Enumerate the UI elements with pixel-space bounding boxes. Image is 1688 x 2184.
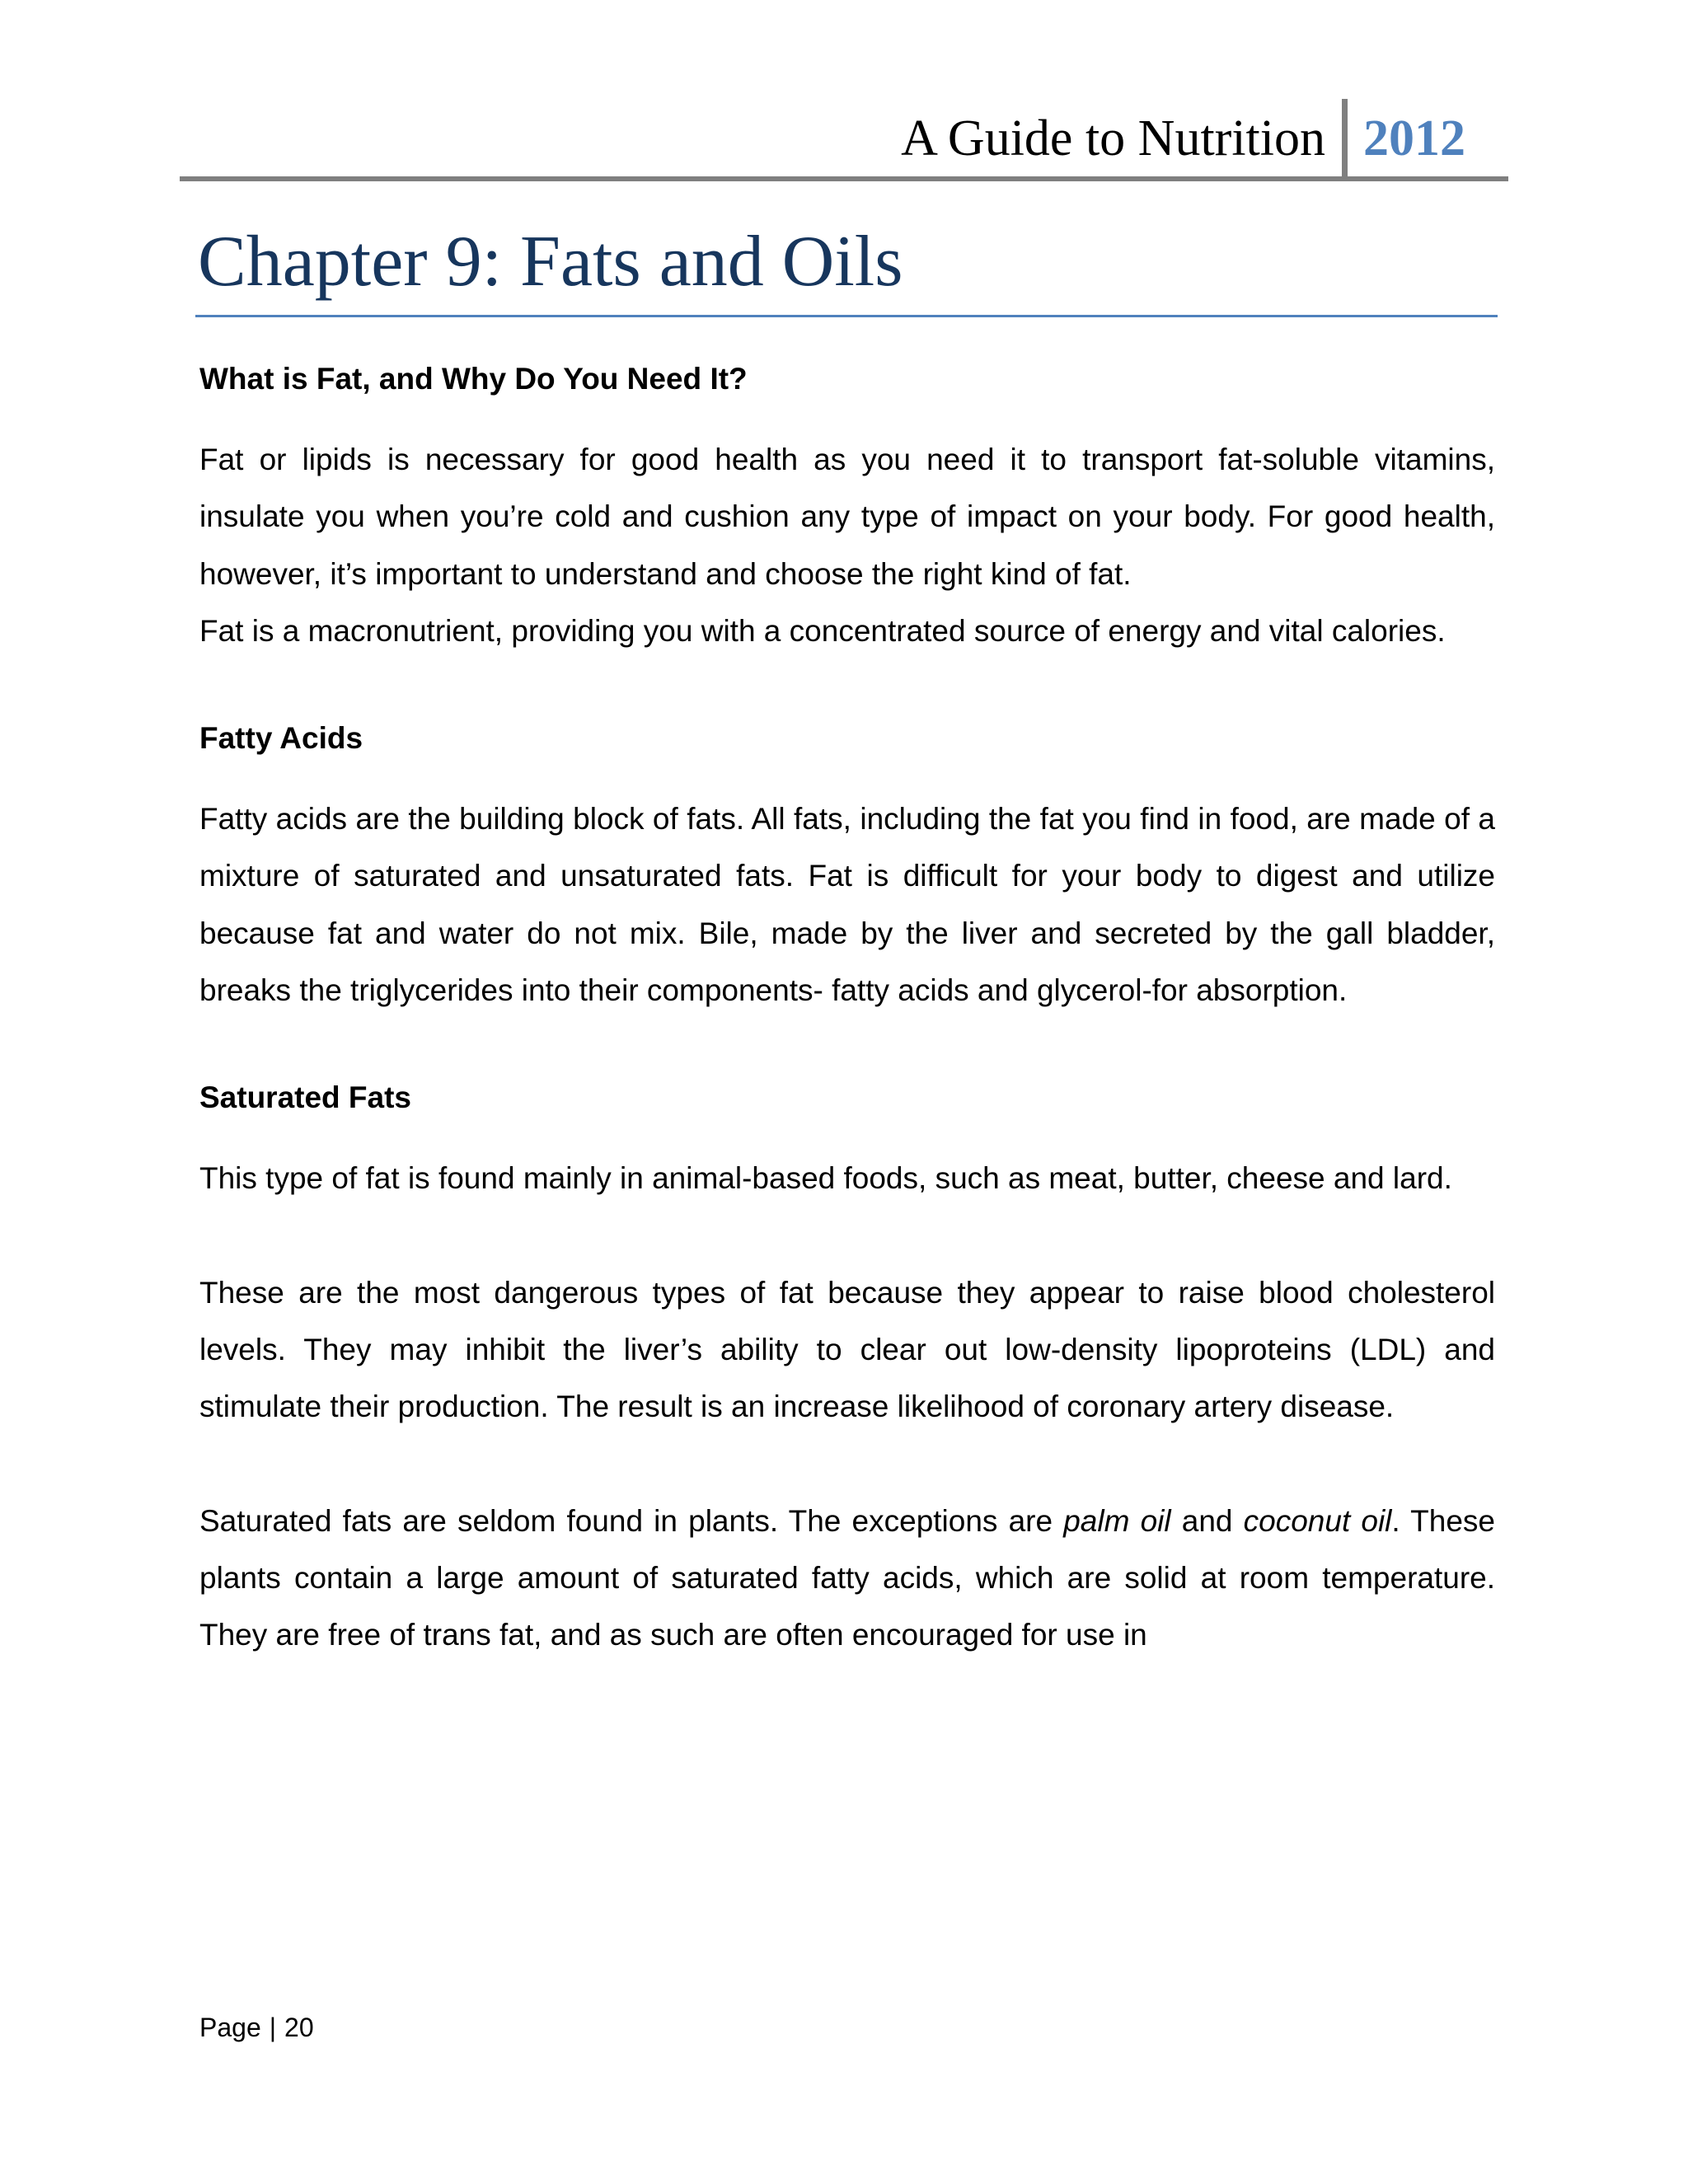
header-divider (1342, 99, 1348, 178)
italic-term-coconut-oil: coconut oil (1243, 1503, 1392, 1538)
text-run: and (1170, 1503, 1244, 1538)
header-title: A Guide to Nutrition (901, 110, 1325, 166)
paragraph: These are the most dangerous types of fat because they appear to raise blood cholesterol levels. They may inhibit the liver’s ability to clear out low-density lipoproteins (LDL) and stimulate their production. The result is an increase likelihood of coronary artery disease. (199, 1275, 1495, 1424)
italic-term-palm-oil: palm oil (1063, 1503, 1171, 1538)
chapter-title: Chapter 9: Fats and Oils (198, 222, 903, 302)
paragraph: Fat or lipids is necessary for good health as you need it to transport fat-soluble vitamins, insulate you when you’re cold and cushion any type of impact on your body. For good health, however, it’s important to understand and choose the right kind of fat. (199, 443, 1495, 591)
page-content (199, 354, 1495, 1663)
section-heading-fatty-acids: Fatty Acids (199, 721, 363, 756)
text-run: Saturated fats are seldom found in plants. The exceptions are (199, 1503, 1064, 1538)
header-year: 2012 (1363, 110, 1465, 166)
text-run: . These plants contain a large amount of saturated fatty acids, which are solid at room temperature. They are free of trans fat, and as such are often encouraged for use in (199, 1503, 1496, 1652)
page-separator: | (269, 2013, 277, 2042)
chapter-title-rule (195, 315, 1498, 317)
section-heading-what-is-fat: What is Fat, and Why Do You Need It? (199, 362, 748, 396)
page-number: 20 (284, 2013, 314, 2042)
section-heading-saturated-fats: Saturated Fats (199, 1080, 412, 1115)
page-footer (199, 2011, 314, 2044)
running-header (180, 97, 1508, 183)
paragraph: Fat is a macronutrient, providing you with a concentrated source of energy and vital calories. (199, 613, 1446, 648)
paragraph-plant-fats (199, 1493, 1495, 1664)
paragraph: This type of fat is found mainly in animal-based foods, such as meat, butter, cheese and lard. (199, 1161, 1452, 1196)
page-label: Page (199, 2013, 261, 2042)
header-rule (180, 176, 1508, 181)
paragraph: Fatty acids are the building block of fats. All fats, including the fat you find in food, are made of a mixture of saturated and unsaturated fats. Fat is difficult for your body to digest and utilize because fat and water do not mix. Bile, made by the liver and secreted by the gall bladder, breaks the triglycerides into their components- fatty acids and glycerol-for absorption. (199, 802, 1495, 1008)
